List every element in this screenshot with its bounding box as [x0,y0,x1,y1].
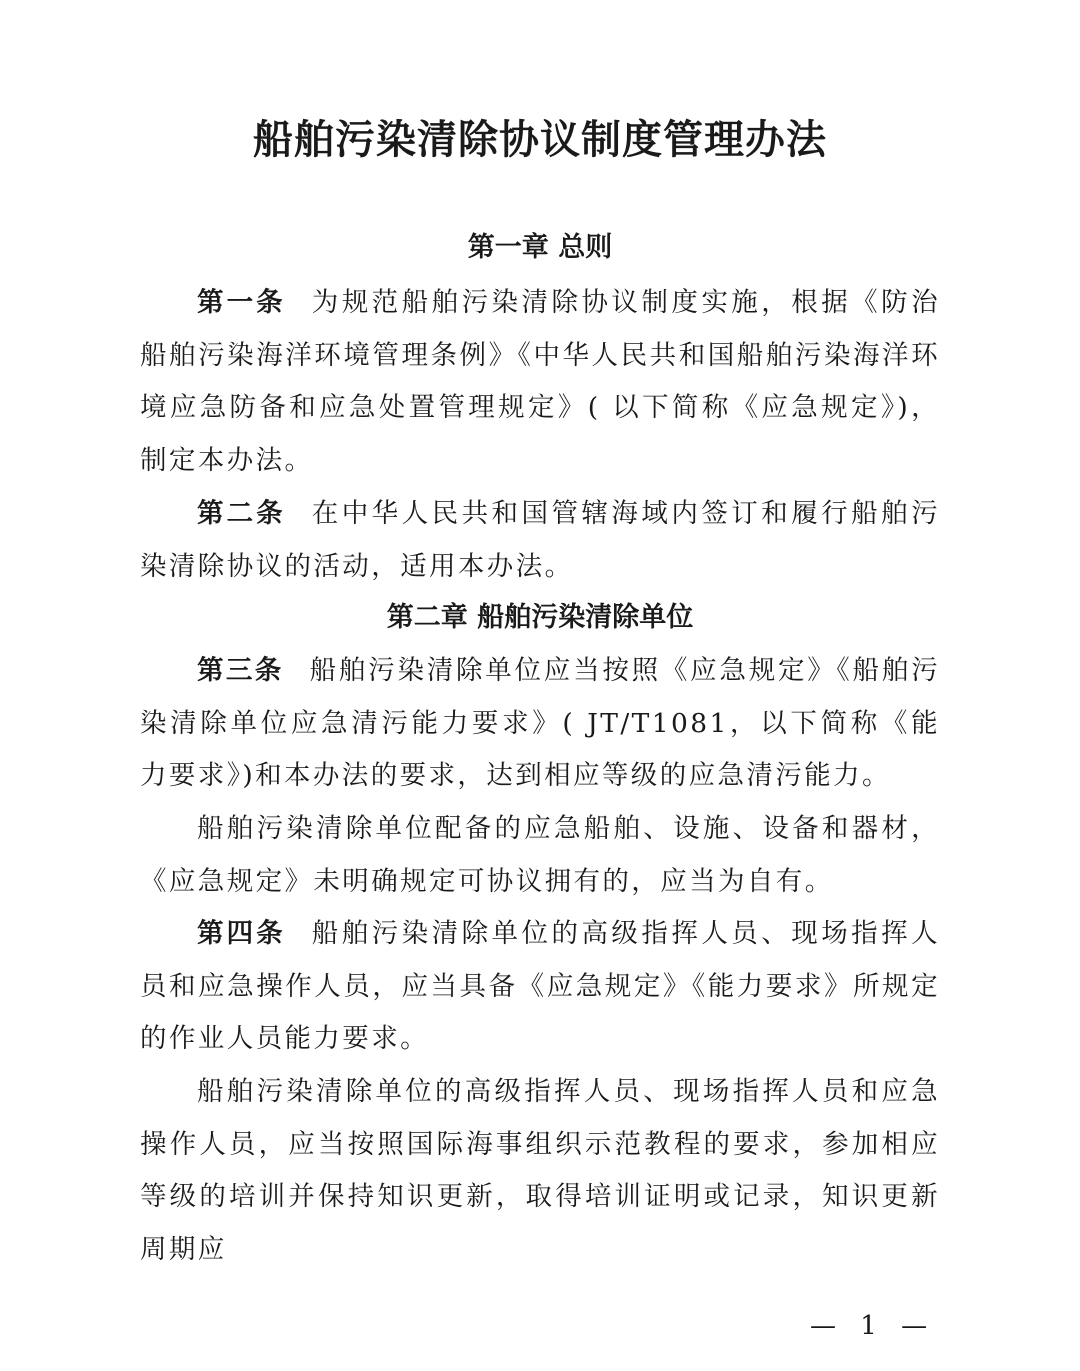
page-number: — 1 — [810,1311,936,1341]
article-4-text: 船舶污染清除单位的高级指挥人员、现场指挥人员和应急操作人员，应当具备《应急规定》《能力要求》所规定的作业人员能力要求。 [140,918,941,1054]
article-1-text: 为规范船舶污染清除协议制度实施，根据《防治船舶污染海洋环境管理条例》《中华人民共和国船舶污染海洋环境应急防备和应急处置管理规定》( 以下简称《应急规定》)，制定本办法。 [140,287,941,476]
article-2-number: 第二条 [197,498,286,529]
chapter-2-heading: 第二章 船舶污染清除单位 [386,602,694,633]
article-3-number: 第三条 [197,655,284,686]
chapter-1-heading: 第一章 总则 [467,232,613,263]
article-2-text: 在中华人民共和国管辖海域内签订和履行船舶污染清除协议的活动，适用本办法。 [140,498,941,582]
article-3-text: 船舶污染清除单位应当按照《应急规定》《船舶污染清除单位应急清污能力要求》( JT/T1081，以下简称《能力要求》)和本办法的要求，达到相应等级的应急清污能力。 [140,655,940,791]
article-3 [140,645,940,803]
article-1-number: 第一条 [197,287,286,318]
article-4 [140,908,940,1066]
article-4-paragraph-2: 船舶污染清除单位的高级指挥人员、现场指挥人员和应急操作人员，应当按照国际海事组织示范教程的要求，参加相应等级的培训并保持知识更新，取得培训证明或记录，知识更新周期应 [140,1076,940,1265]
article-1 [140,277,940,487]
article-3-paragraph-2: 船舶污染清除单位配备的应急船舶、设施、设备和器材，《应急规定》未明确规定可协议拥有的，应当为自有。 [140,813,940,897]
article-4-number: 第四条 [197,918,286,949]
article-2 [140,488,940,593]
document-title: 船舶污染清除协议制度管理办法 [253,116,827,163]
